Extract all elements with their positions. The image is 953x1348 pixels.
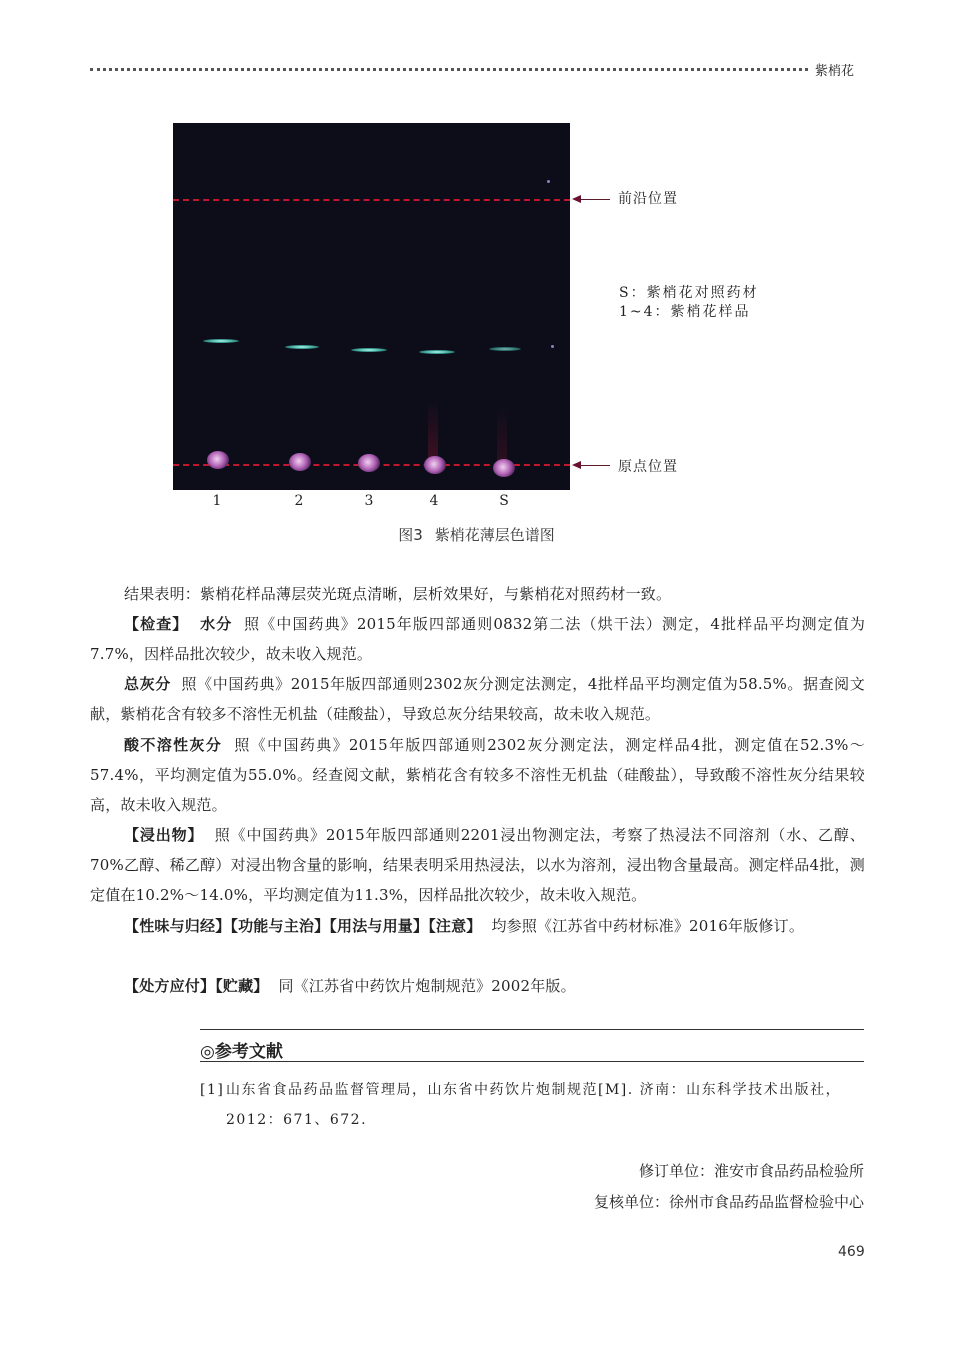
acid-ash-heading: 酸不溶性灰分 bbox=[124, 736, 223, 754]
references-top-rule bbox=[200, 1029, 864, 1030]
figure-caption bbox=[0, 524, 953, 545]
reviewing-unit: 复核单位：徐州市食品药品监督检验中心 bbox=[593, 1193, 864, 1211]
water-paragraph bbox=[90, 609, 865, 669]
check-heading: 【检查】 bbox=[124, 615, 189, 633]
water-heading: 水分 bbox=[200, 615, 233, 633]
plate-speck bbox=[551, 345, 554, 348]
storage-heading: 【处方应付】【贮藏】 bbox=[124, 977, 269, 995]
reference-item bbox=[200, 1075, 864, 1135]
spot-lane-1 bbox=[207, 451, 229, 469]
streak-lane-4 bbox=[428, 401, 438, 461]
origin-arrow-shaft bbox=[580, 465, 610, 466]
extract-paragraph bbox=[90, 820, 865, 910]
tlc-plate-image bbox=[173, 123, 570, 490]
spot-lane-2 bbox=[289, 453, 311, 471]
band-lane-s bbox=[489, 347, 521, 351]
plate-speck bbox=[547, 180, 550, 183]
lane-label-1: 1 bbox=[212, 493, 222, 509]
page-number: 469 bbox=[838, 1244, 865, 1260]
extract-text: 照《中国药典》2015年版四部通则2201浸出物测定法，考察了热浸法不同溶剂（水、乙醇、70%乙醇、稀乙醇）对浸出物含量的影响，结果表明采用热浸法，以水为溶剂，浸出物含量最高。测定样品4批，测定值在10.2%～14.0%，平均测定值为11.3%，因样品批次较少，故未收入规范。 bbox=[90, 826, 865, 904]
revising-unit: 修订单位：淮安市食品药品检验所 bbox=[638, 1162, 864, 1180]
storage-paragraph bbox=[90, 971, 865, 1001]
streak-lane-s bbox=[497, 407, 507, 467]
nature-text: 均参照《江苏省中药材标准》2016年版修订。 bbox=[491, 917, 805, 935]
nature-paragraph bbox=[90, 911, 865, 941]
total-ash-paragraph bbox=[90, 669, 865, 729]
origin-position-label: 原点位置 bbox=[618, 459, 678, 475]
acid-ash-text: 照《中国药典》2015年版四部通则2302灰分测定法，测定样品4批，测定值在52.3%～57.4%，平均测定值为55.0%。经查阅文献，紫梢花含有较多不溶性无机盐（硅酸盐），导致酸不溶性灰分结果较高，故未收入规范。 bbox=[90, 736, 865, 814]
legend-samples: 1~4：紫梢花样品 bbox=[619, 304, 751, 320]
lane-label-3: 3 bbox=[364, 493, 374, 509]
nature-heading: 【性味与归经】【功能与主治】【用法与用量】【注意】 bbox=[124, 917, 482, 935]
lane-label-2: 2 bbox=[294, 493, 304, 509]
legend-reference: S：紫梢花对照药材 bbox=[619, 285, 759, 301]
figure-caption-number: 图3 bbox=[398, 526, 423, 544]
running-header-title: 紫梢花 bbox=[815, 64, 855, 79]
front-position-label: 前沿位置 bbox=[618, 191, 678, 207]
band-lane-1 bbox=[203, 339, 239, 343]
lane-label-4: 4 bbox=[429, 493, 439, 509]
water-text: 照《中国药典》2015年版四部通则0832第二法（烘干法）测定，4批样品平均测定值为7.7%，因样品批次较少，故未收入规范。 bbox=[90, 615, 866, 663]
acid-ash-paragraph bbox=[90, 730, 865, 820]
storage-text: 同《江苏省中药饮片炮制规范》2002年版。 bbox=[278, 977, 576, 995]
references-bottom-rule bbox=[200, 1061, 864, 1062]
header-dotted-rule bbox=[90, 68, 808, 71]
band-lane-3 bbox=[351, 348, 387, 352]
spot-lane-s bbox=[493, 459, 515, 477]
extract-heading: 【浸出物】 bbox=[124, 826, 204, 844]
total-ash-text: 照《中国药典》2015年版四部通则2302灰分测定法测定，4批样品平均测定值为58.5%。据查阅文献，紫梢花含有较多不溶性无机盐（硅酸盐），导致总灰分结果较高，故未收入规范。 bbox=[90, 675, 865, 723]
reference-number: [1] bbox=[200, 1082, 225, 1098]
spot-lane-4 bbox=[424, 456, 446, 474]
lane-label-s: S bbox=[499, 493, 509, 509]
result-paragraph: 结果表明：紫梢花样品薄层荧光斑点清晰，层析效果好，与紫梢花对照药材一致。 bbox=[124, 585, 672, 603]
reference-text: 山东省食品药品监督管理局，山东省中药饮片炮制规范[M]. 济南：山东科学技术出版社，2012：671、672. bbox=[226, 1082, 842, 1128]
band-lane-2 bbox=[285, 345, 319, 349]
front-arrow-shaft bbox=[580, 199, 610, 200]
references-title: ◎参考文献 bbox=[200, 1042, 283, 1062]
figure-caption-text: 紫梢花薄层色谱图 bbox=[434, 526, 555, 544]
solvent-front-line bbox=[173, 199, 570, 201]
band-lane-4 bbox=[419, 350, 455, 354]
total-ash-heading: 总灰分 bbox=[124, 675, 171, 693]
spot-lane-3 bbox=[358, 454, 380, 472]
